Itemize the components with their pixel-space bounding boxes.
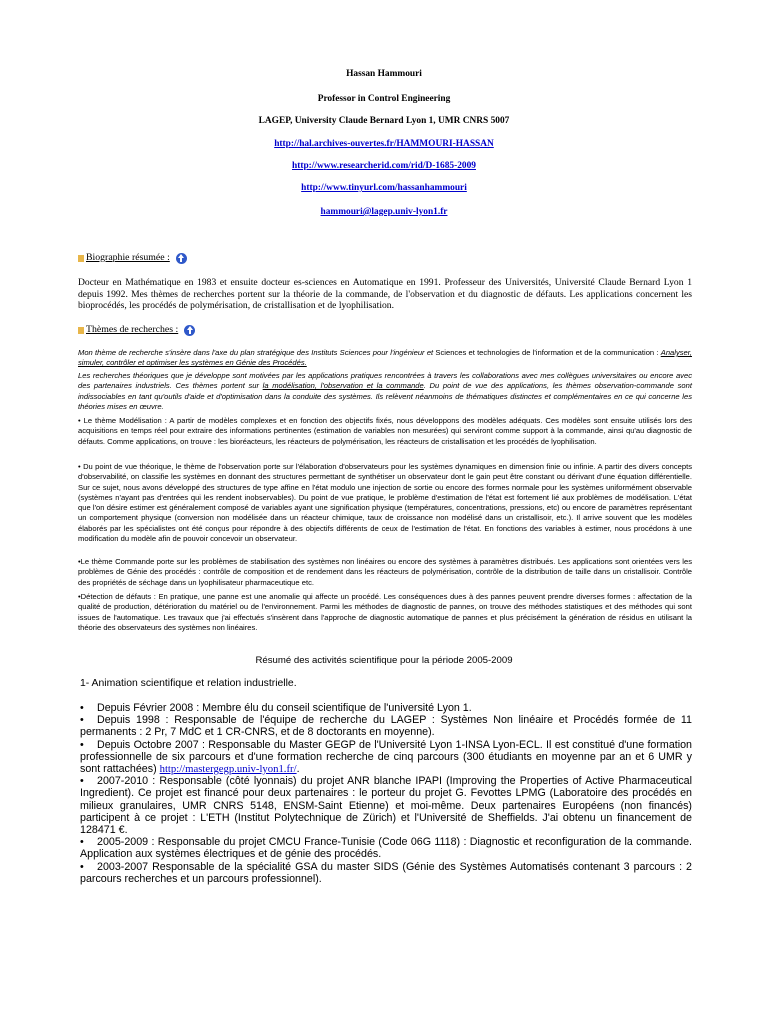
theme-observation: • Du point de vue théorique, le thème de l'observation porte sur l'élaboration d'observateurs pour les systèmes dynamiques en dimension finie ou infinie. A partir des divers concepts d'observabilité, on classifie les systèmes en donnant des structures permettant de synthétiser un observateur dont le gain peut être constant ou dérivant d'une équation différentielle. Sur ce sujet, nous avons développé des structures de type affine en l'état modulo une injection de sortie ou encore des formes normale pour les systèmes uniformément observable (systèmes n'ayant pas d'entrées qui les rendent inobservables). Du point de vue pratique, le problème d'estimation de l'état est fortement lié aux problèmes de modélisation. L'état que l'on désire estimer est généralement composé de variables ayant une signification physique (températures, concentrations, pressions, etc) ou encore de paramètres représentant un comportement physique (conversion non modélisée dans un réacteur chimique, taux de croissance non modélisé dans un cristallisoir, etc.). Il arrive souvent que les modèles élaborés par les spécialistes ont été conçus pour répondre à des objectifs différents de ceux de l'estimation de l'état. En fonctions des variables à estimer, nous procédons à une modification du modèle afin de pouvoir concevoir un observateur. <box>78 462 692 544</box>
theme-detection-defauts: •Détection de défauts : En pratique, une panne est une anomalie qui affecte un procédé. Les conséquences dues à des pannes peuvent prendre diverses formes : affectation de la qualité de production, détérioration du matériel ou de l'environnement. Parmi les méthodes de diagnostic de pannes, on trouve des méthodes statistiques et des méthodes qui sont issues de l'automatique. Les travaux que j'ai effectués s'insèrent dans l'approche de diagnostic automatique de pannes et plus précisément la génération de résidus en utilisant la théorie des observateurs des systèmes non linéaires. <box>78 592 692 632</box>
tinyurl-link[interactable]: http://www.tinyurl.com/hassanhammouri <box>301 183 467 193</box>
list-item: • Depuis Février 2008 : Membre élu du conseil scientifique de l'université Lyon 1. <box>80 702 472 714</box>
list-item: • 2007-2010 : Responsable (côté lyonnais) du projet ANR blanche IPAPI (Improving the Properties of Active Pharmaceutical Ingredient). Ce projet est financé pour deux partenaires : le porteur du projet G. Fevottes LPMG (Laboratoire des procédés en milieux granulaires, UMR CNRS 5148, ENSM-Saint Etienne) et moi-même. Deux partenaires Européens (non financés) participent à ce projet : L'ETH (Institut Polytechnique de Zürich) et l'Université de Sheffields. J'ai obtenu un financement de 128471 €. <box>80 775 692 837</box>
master-gegp-link[interactable]: http://mastergegp.univ-lyon1.fr/ <box>159 763 297 776</box>
summary-title: Résumé des activités scientifique pour la période 2005-2009 <box>255 655 513 666</box>
themes-heading: Thèmes de recherches : <box>78 324 195 336</box>
researcherid-link[interactable]: http://www.researcherid.com/rid/D-1685-2009 <box>291 161 476 171</box>
themes-intro: Mon thème de recherche s'insère dans l'axe du plan stratégique des Instituts Sciences pour l'ingénieur et Sciences et technologies de l'information et de la communication : Analyser, simuler, contrôler et optimiser les systèmes en Génie des Procédés. <box>78 348 692 368</box>
biography-text: Docteur en Mathématique en 1983 et ensuite docteur es-sciences en Automatique en 1991. Professeur des Universités, Université Claude Bernard Lyon 1 depuis 1992. Mes thèmes de recherches portent sur la théorie de la commande, de l'observation et du diagnostic de défauts. Les applications concernent les bioprocédés, les procédés de polymérisation, de cristallisation et de lyophilisation. <box>78 277 692 312</box>
theme-commande: •Le thème Commande porte sur les problèmes de stabilisation des systèmes non linéaires ou encore des systèmes à paramètres distribués. Les applications sont orientées vers les problèmes de Génie des procédés : contrôle de composition et de rendement dans les réacteurs de polymérisation, contrôle de la distribution de taille dans un cristallisoir. Contrôle des propriétés de séchage dans un lyophilisateur pharmaceutique etc. <box>78 557 692 587</box>
author-name: Hassan Hammouri <box>346 69 422 79</box>
section-animation-heading: 1- Animation scientifique et relation industrielle. <box>80 678 297 689</box>
list-item: • 2003-2007 Responsable de la spécialité GSA du master SIDS (Génie des Systèmes Automatisés contenant 3 parcours : 2 parcours recherches et un parcours professionnel). <box>80 860 692 885</box>
section-bullet-icon <box>78 255 84 262</box>
activities-list <box>80 702 692 885</box>
list-item: • 2005-2009 : Responsable du projet CMCU France-Tunisie (Code 06G 1118) : Diagnostic et reconfiguration de la commande. Application aux systèmes électriques et de génie des procédés. <box>80 836 692 861</box>
list-item: • Depuis Octobre 2007 : Responsable du Master GEGP de l'Université Lyon 1-INSA Lyon-ECL. Il est constitué d'une formation professionnelle de six parcours et d'une formation recherche de cinq parcours (300 étudiants en moyenne par an et 6 UMR y sont rattachées) http://mastergegp.univ-lyon1.fr/. <box>80 738 692 776</box>
hal-link[interactable]: http://hal.archives-ouvertes.fr/HAMMOURI-HASSAN <box>274 139 494 149</box>
list-item: • Depuis 1998 : Responsable de l'équipe de recherche du LAGEP : Systèmes Non linéaire et Procédés formée de 11 permanents : 2 Pr, 7 MdC et 1 CR-CNRS, et de 8 doctorants en moyenne). <box>80 714 692 739</box>
biography-heading: Biographie résumée : <box>78 252 187 264</box>
back-to-top-icon[interactable] <box>176 253 187 264</box>
email-link[interactable]: hammouri@lagep.univ-lyon1.fr <box>320 207 448 217</box>
back-to-top-icon[interactable] <box>184 325 195 336</box>
section-bullet-icon <box>78 327 84 334</box>
author-position: Professor in Control Engineering <box>317 94 451 104</box>
author-affiliation: LAGEP, University Claude Bernard Lyon 1, UMR CNRS 5007 <box>258 116 510 126</box>
themes-paragraph-motivation: Les recherches théoriques que je développe sont motivées par les applications pratiques rencontrées à travers les collaborations avec mes collègues universitaires ou encore avec des partenaires industriels. Ces thèmes portent sur la modélisation, l'observation et la commande. Du point de vue des applications, les thèmes observation-commande sont indissociables en tant qu'outils d'aide et d'optimisation dans la conduite des systèmes. Ils relèvent néanmoins de thématiques distinctes et complémentaires en ce qui concerne les théories mises en œuvre. <box>78 371 692 411</box>
theme-modelisation: • Le thème Modélisation : A partir de modèles complexes et en fonction des objectifs fixés, nous développons des modèles adéquats. Ces modèles sont ensuite utilisés lors des acquisitions en temps réel pour extraire des informations pertinentes (estimation de variables non mesurées) qui serviront comme support à la commande, ainsi qu'au diagnostic de défauts. Comme applications, on trouve : les bioréacteurs, les réacteurs de polymérisation, les réacteurs de cristallisation et les procédés de lyophilisation. <box>78 416 692 446</box>
